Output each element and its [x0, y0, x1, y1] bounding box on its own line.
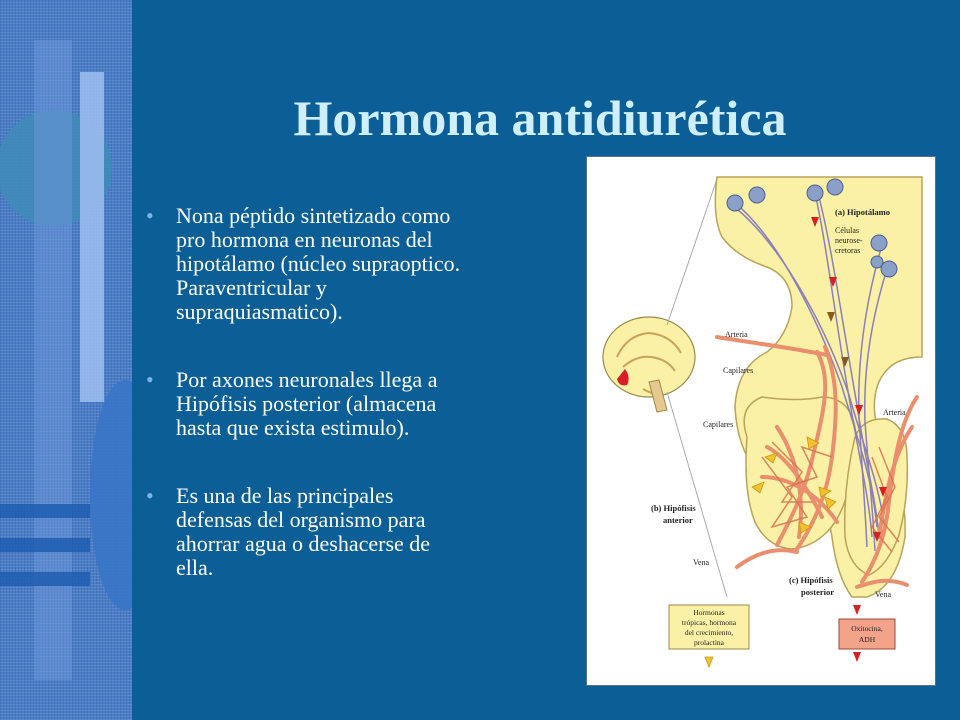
label-posterior: posterior [801, 587, 835, 597]
bullet-line: defensas del organismo para [176, 507, 426, 532]
bullet-line: pro hormona en neuronas del [176, 227, 433, 252]
decorative-oval [90, 380, 132, 610]
bullet-line: Por axones neuronales llega a [176, 367, 438, 392]
bullet-line: hasta que exista estimulo). [176, 415, 410, 440]
bullet-marker: • [146, 367, 154, 392]
decorative-sidebar [0, 0, 132, 720]
bullet-line: hipotálamo (núcleo supraoptico. [176, 251, 461, 276]
bullet-item [142, 204, 572, 324]
hormones-box-text: prolactina [694, 638, 724, 647]
label-anterior: (b) Hipófisis [651, 503, 696, 513]
bullet-line: supraquiasmatico). [176, 299, 343, 324]
bullet-line: ahorrar agua o deshacerse de [176, 531, 431, 556]
bullet-marker: • [146, 483, 154, 508]
label-vein: Vena [875, 590, 891, 599]
hormones-box-text: Hormonas [693, 608, 725, 617]
bullet-item [142, 484, 572, 580]
label-artery: Arteria [883, 408, 906, 417]
label-posterior: (c) Hipófisis [789, 575, 833, 585]
label-cells: Células [835, 226, 859, 235]
oxytocin-box-text: Oxitocina, [851, 624, 883, 633]
label-artery: Arteria [725, 330, 748, 339]
label-hypothalamus: (a) Hipotálamo [835, 207, 891, 217]
hormones-box-text: trópicas, hormona [681, 618, 737, 627]
bullet-line: Paraventricular y [176, 275, 327, 300]
hormones-box-text: del crecimiento, [684, 628, 734, 637]
bullet-item [142, 368, 572, 440]
slide-title: Hormona antidiurética [293, 90, 787, 146]
decorative-stripe [0, 504, 90, 518]
decorative-stripe [0, 572, 90, 586]
bullet-line: Hipófisis posterior (almacena [176, 391, 437, 416]
label-cells: cretoras [835, 246, 861, 255]
label-capillaries: Capilares [723, 366, 754, 375]
bullet-line: Nona péptido sintetizado como [176, 203, 451, 228]
brain-inset [603, 317, 695, 412]
bullet-line: Es una de las principales [176, 483, 394, 508]
bullet-marker: • [146, 203, 154, 228]
label-vein: Vena [693, 558, 709, 567]
bullet-list [142, 204, 572, 580]
label-anterior: anterior [663, 515, 693, 525]
pituitary-illustration [586, 156, 936, 686]
decorative-vertical-bar [80, 72, 104, 402]
bullet-line: ella. [176, 555, 214, 580]
label-capillaries: Capilares [703, 420, 734, 429]
label-cells: neurose- [835, 236, 863, 245]
decorative-stripe [0, 538, 90, 552]
oxytocin-box-text: ADH [858, 635, 876, 644]
pituitary-diagram [587, 157, 936, 686]
